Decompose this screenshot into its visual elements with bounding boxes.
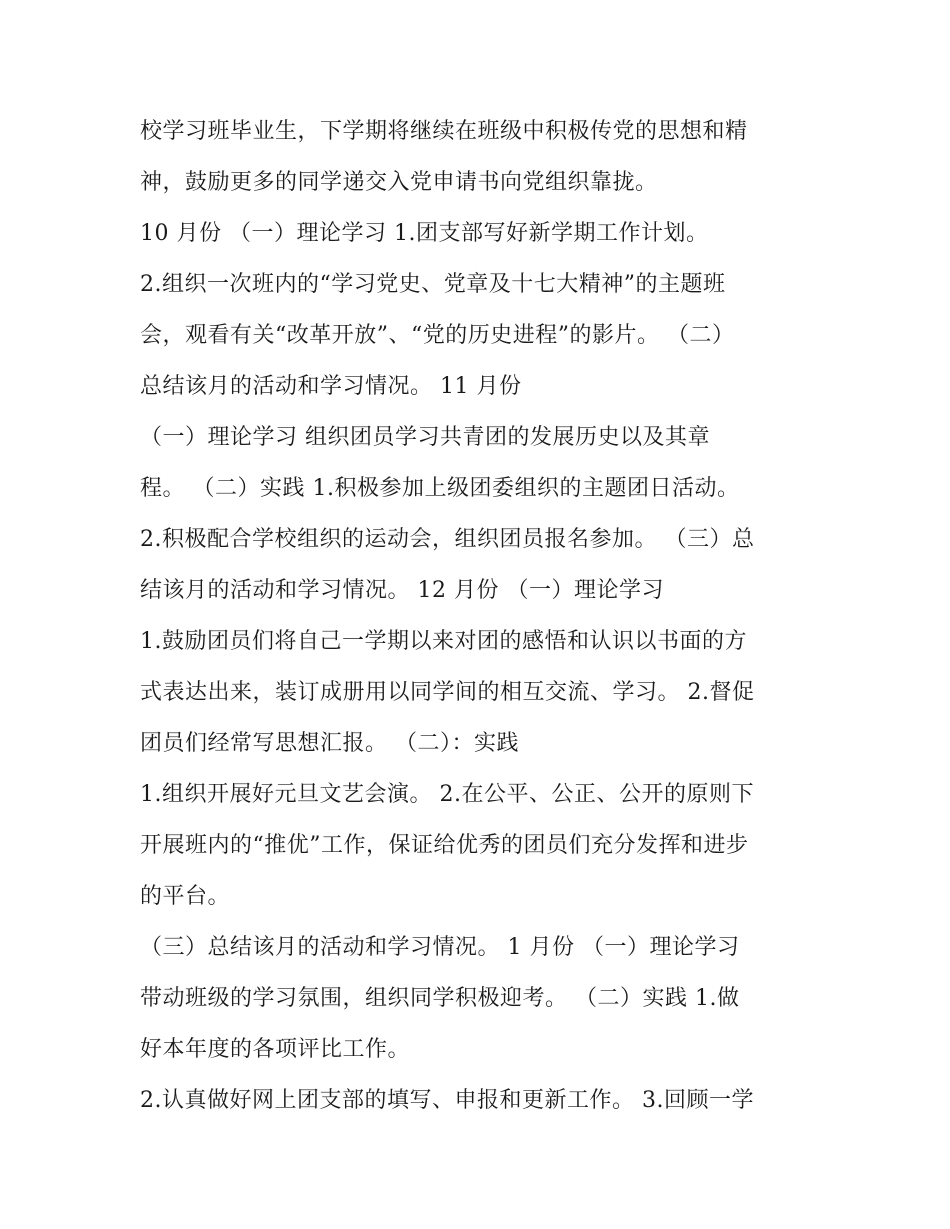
text-line: 1.鼓励团员们将自己一学期以来对团的感悟和认识以书面的方 (140, 629, 747, 654)
text-line: 2.组织一次班内的“学习党史、党章及十七大精神”的主题班 (140, 272, 726, 297)
text-line: 式表达出来，装订成册用以同学间的相互交流、学习。 2.督促 (140, 680, 755, 705)
text-line: 程。 （二）实践 1.积极参加上级团委组织的主题团日活动。 (140, 476, 740, 501)
text-line: 2.积极配合学校组织的运动会，组织团员报名参加。 （三）总 (140, 527, 755, 552)
text-line: 神，鼓励更多的同学递交入党申请书向党组织靠拢。 (140, 170, 658, 195)
text-line: 带动班级的学习氛围，组织同学积极迎考。 （二）实践 1.做 (140, 986, 740, 1011)
text-line: 结该月的活动和学习情况。 12 月份 （一）理论学习 (140, 578, 664, 603)
text-line: 校学习班毕业生，下学期将继续在班级中积极传党的思想和精 (140, 119, 748, 144)
text-line: 总结该月的活动和学习情况。 11 月份 (140, 374, 522, 399)
text-line: 好本年度的各项评比工作。 (140, 1037, 411, 1062)
text-line: 2.认真做好网上团支部的填写、申报和更新工作。 3.回顾一学 (140, 1088, 754, 1113)
document-body (140, 106, 820, 1126)
text-line: 开展班内的“推优”工作，保证给优秀的团员们充分发挥和进步 (140, 833, 749, 858)
text-line: （一）理论学习 组织团员学习共青团的发展历史以及其章 (140, 425, 710, 450)
text-line: （三）总结该月的活动和学习情况。 1 月份 （一）理论学习 (140, 935, 740, 960)
text-line: 1.组织开展好元旦文艺会演。 2.在公平、公正、公开的原则下 (140, 782, 754, 807)
text-line: 10 月份 （一）理论学习 1.团支部写好新学期工作计划。 (140, 221, 709, 246)
text-line: 会，观看有关“改革开放”、“党的历史进程”的影片。 （二） (140, 323, 735, 348)
text-line: 的平台。 (140, 884, 231, 909)
text-line: 团员们经常写思想汇报。 （二）：实践 (140, 731, 519, 756)
